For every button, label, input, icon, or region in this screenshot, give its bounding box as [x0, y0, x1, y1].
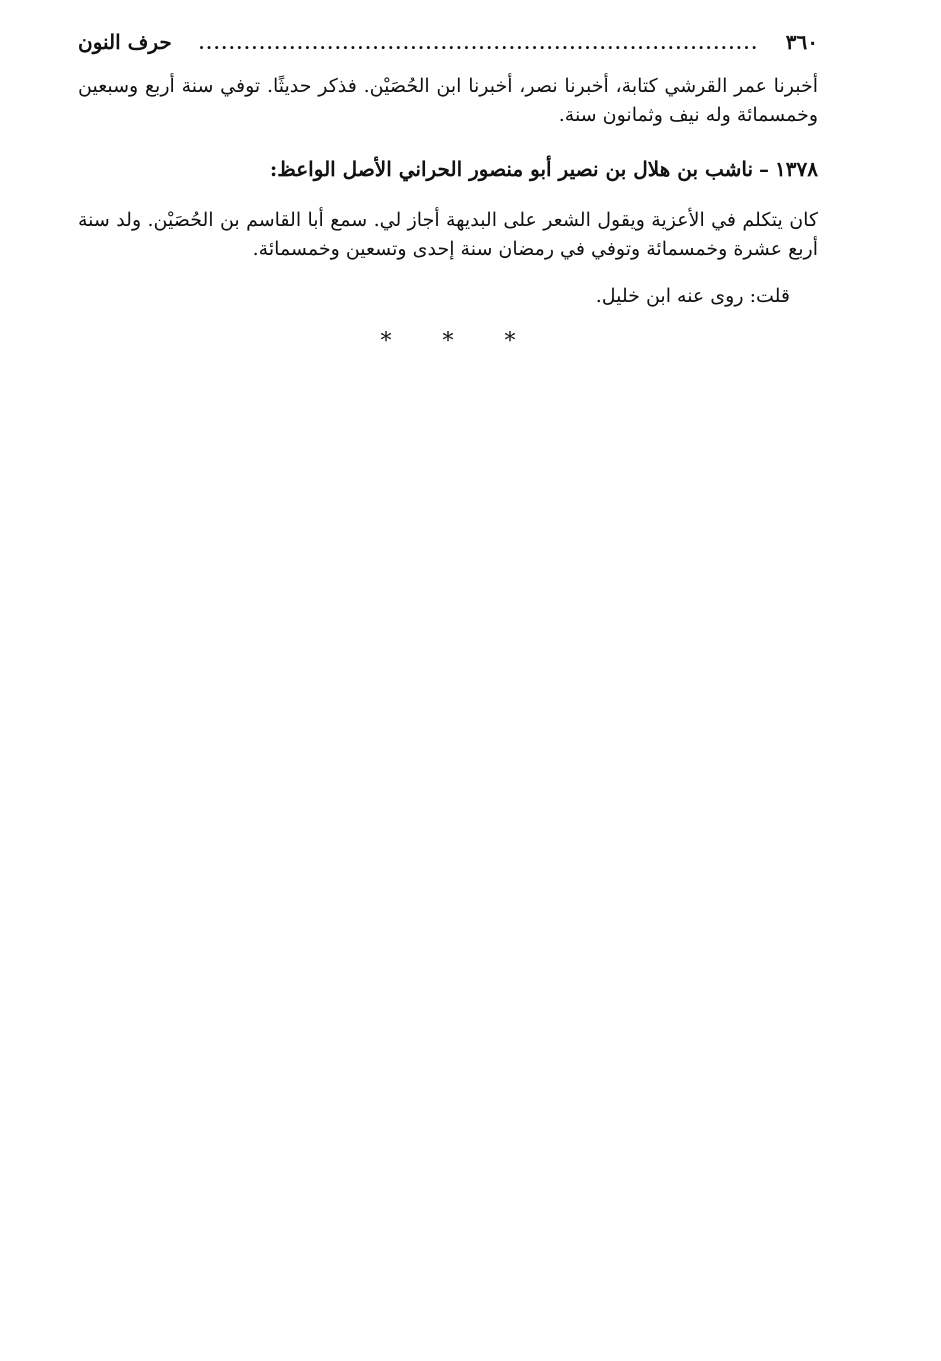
- entry-dash: –: [759, 157, 770, 181]
- section-separator: * * *: [380, 329, 538, 354]
- entry-note: قلت: روى عنه ابن خليل.: [595, 285, 790, 307]
- entry-body: كان يتكلم في الأعزية ويقول الشعر على البديهة أجاز لي. سمع أبا القاسم بن الحُصَيْن. ولد سنة أربع عشرة وخمسمائة وتوفي في رمضان سنة إحدى وتسعين وخمسمائة.: [78, 209, 818, 260]
- document-page: [78, 30, 818, 354]
- dotted-leader: ..........................................................................: [198, 34, 759, 53]
- continuation-paragraph: أخبرنا عمر القرشي كتابة، أخبرنا نصر، أخبرنا ابن الحُصَيْن. فذكر حديثًا. توفي سنة أربع وسبعين وخمسمائة وله نيف وثمانون سنة.: [78, 75, 818, 126]
- page-number: ٣٦٠: [785, 30, 818, 54]
- entry-heading: [78, 154, 818, 184]
- chapter-title: حرف النون: [78, 30, 172, 54]
- entry-number: ١٣٧٨: [775, 157, 818, 181]
- running-header: [78, 30, 818, 66]
- entry-name: ناشب بن هلال بن نصير أبو منصور الحراني الأصل الواعظ:: [269, 157, 754, 181]
